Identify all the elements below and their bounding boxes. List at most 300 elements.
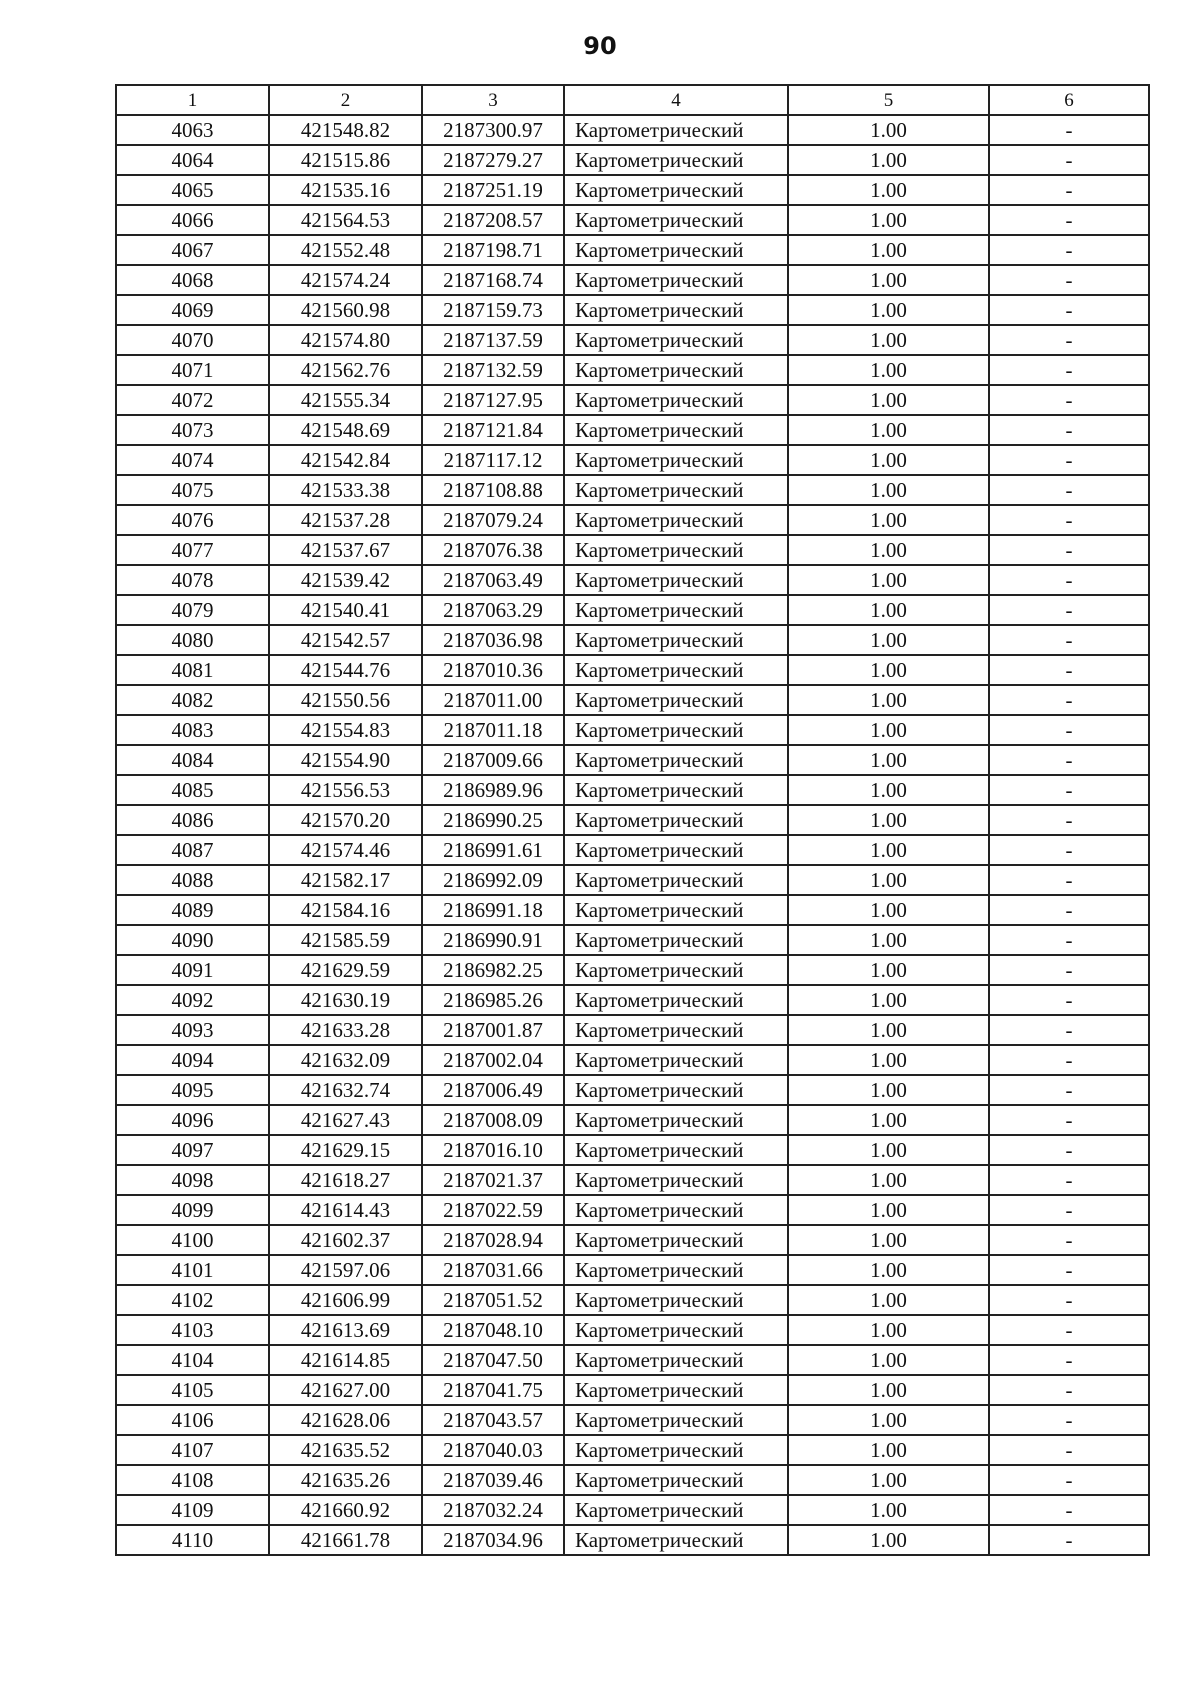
point-number-cell: 4091 [116, 955, 269, 985]
x-coordinate-cell: 421537.28 [269, 505, 422, 535]
description-cell: - [989, 895, 1149, 925]
description-cell: - [989, 535, 1149, 565]
x-coordinate-cell: 421554.83 [269, 715, 422, 745]
description-cell: - [989, 1015, 1149, 1045]
method-cell: Картометрический [564, 265, 788, 295]
method-cell: Картометрический [564, 1375, 788, 1405]
table-row [116, 865, 1149, 895]
table-row [116, 175, 1149, 205]
point-number-cell: 4095 [116, 1075, 269, 1105]
description-cell: - [989, 1285, 1149, 1315]
table-row [116, 895, 1149, 925]
description-cell: - [989, 235, 1149, 265]
method-cell: Картометрический [564, 1285, 788, 1315]
x-coordinate-cell: 421574.24 [269, 265, 422, 295]
point-number-cell: 4107 [116, 1435, 269, 1465]
table-row [116, 1255, 1149, 1285]
y-coordinate-cell: 2187039.46 [422, 1465, 564, 1495]
x-coordinate-cell: 421537.67 [269, 535, 422, 565]
x-coordinate-cell: 421542.84 [269, 445, 422, 475]
point-number-cell: 4101 [116, 1255, 269, 1285]
point-number-cell: 4074 [116, 445, 269, 475]
method-cell: Картометрический [564, 475, 788, 505]
x-coordinate-cell: 421574.80 [269, 325, 422, 355]
method-cell: Картометрический [564, 895, 788, 925]
method-cell: Картометрический [564, 1165, 788, 1195]
accuracy-cell: 1.00 [788, 295, 989, 325]
accuracy-cell: 1.00 [788, 1465, 989, 1495]
y-coordinate-cell: 2187076.38 [422, 535, 564, 565]
y-coordinate-cell: 2186989.96 [422, 775, 564, 805]
table-row [116, 955, 1149, 985]
accuracy-cell: 1.00 [788, 1435, 989, 1465]
x-coordinate-cell: 421618.27 [269, 1165, 422, 1195]
table-body [116, 115, 1149, 1555]
method-cell: Картометрический [564, 1525, 788, 1555]
accuracy-cell: 1.00 [788, 385, 989, 415]
description-cell: - [989, 145, 1149, 175]
x-coordinate-cell: 421533.38 [269, 475, 422, 505]
description-cell: - [989, 265, 1149, 295]
accuracy-cell: 1.00 [788, 475, 989, 505]
point-number-cell: 4104 [116, 1345, 269, 1375]
method-cell: Картометрический [564, 955, 788, 985]
method-cell: Картометрический [564, 1465, 788, 1495]
x-coordinate-cell: 421564.53 [269, 205, 422, 235]
point-number-cell: 4087 [116, 835, 269, 865]
method-cell: Картометрический [564, 805, 788, 835]
description-cell: - [989, 1045, 1149, 1075]
table-row [116, 1465, 1149, 1495]
y-coordinate-cell: 2187063.49 [422, 565, 564, 595]
description-cell: - [989, 505, 1149, 535]
x-coordinate-cell: 421582.17 [269, 865, 422, 895]
point-number-cell: 4082 [116, 685, 269, 715]
table-row [116, 325, 1149, 355]
method-cell: Картометрический [564, 1345, 788, 1375]
x-coordinate-cell: 421544.76 [269, 655, 422, 685]
method-cell: Картометрический [564, 235, 788, 265]
x-coordinate-cell: 421606.99 [269, 1285, 422, 1315]
table-row [116, 115, 1149, 145]
table-row [116, 1345, 1149, 1375]
table-row [116, 1285, 1149, 1315]
y-coordinate-cell: 2187208.57 [422, 205, 564, 235]
y-coordinate-cell: 2187159.73 [422, 295, 564, 325]
description-cell: - [989, 565, 1149, 595]
description-cell: - [989, 445, 1149, 475]
accuracy-cell: 1.00 [788, 235, 989, 265]
x-coordinate-cell: 421630.19 [269, 985, 422, 1015]
description-cell: - [989, 175, 1149, 205]
point-number-cell: 4065 [116, 175, 269, 205]
point-number-cell: 4110 [116, 1525, 269, 1555]
table-row [116, 805, 1149, 835]
accuracy-cell: 1.00 [788, 955, 989, 985]
description-cell: - [989, 1405, 1149, 1435]
x-coordinate-cell: 421632.09 [269, 1045, 422, 1075]
accuracy-cell: 1.00 [788, 1525, 989, 1555]
table-row [116, 475, 1149, 505]
x-coordinate-cell: 421556.53 [269, 775, 422, 805]
x-coordinate-cell: 421539.42 [269, 565, 422, 595]
description-cell: - [989, 1345, 1149, 1375]
table-row [116, 1075, 1149, 1105]
y-coordinate-cell: 2187121.84 [422, 415, 564, 445]
table-row [116, 1165, 1149, 1195]
y-coordinate-cell: 2187021.37 [422, 1165, 564, 1195]
y-coordinate-cell: 2186991.18 [422, 895, 564, 925]
description-cell: - [989, 1525, 1149, 1555]
y-coordinate-cell: 2187041.75 [422, 1375, 564, 1405]
accuracy-cell: 1.00 [788, 1255, 989, 1285]
table-row [116, 1135, 1149, 1165]
header-col-1: 1 [116, 85, 269, 115]
description-cell: - [989, 1255, 1149, 1285]
point-number-cell: 4066 [116, 205, 269, 235]
y-coordinate-cell: 2187040.03 [422, 1435, 564, 1465]
x-coordinate-cell: 421584.16 [269, 895, 422, 925]
point-number-cell: 4076 [116, 505, 269, 535]
y-coordinate-cell: 2187011.00 [422, 685, 564, 715]
accuracy-cell: 1.00 [788, 595, 989, 625]
header-col-5: 5 [788, 85, 989, 115]
y-coordinate-cell: 2186985.26 [422, 985, 564, 1015]
y-coordinate-cell: 2187137.59 [422, 325, 564, 355]
point-number-cell: 4088 [116, 865, 269, 895]
table-row [116, 415, 1149, 445]
table-header [116, 85, 1149, 115]
y-coordinate-cell: 2186990.91 [422, 925, 564, 955]
description-cell: - [989, 805, 1149, 835]
y-coordinate-cell: 2187028.94 [422, 1225, 564, 1255]
method-cell: Картометрический [564, 985, 788, 1015]
description-cell: - [989, 1075, 1149, 1105]
description-cell: - [989, 1195, 1149, 1225]
table-row [116, 235, 1149, 265]
accuracy-cell: 1.00 [788, 625, 989, 655]
x-coordinate-cell: 421602.37 [269, 1225, 422, 1255]
description-cell: - [989, 1495, 1149, 1525]
x-coordinate-cell: 421635.52 [269, 1435, 422, 1465]
table-row [116, 1525, 1149, 1555]
description-cell: - [989, 685, 1149, 715]
accuracy-cell: 1.00 [788, 415, 989, 445]
x-coordinate-cell: 421548.69 [269, 415, 422, 445]
point-number-cell: 4069 [116, 295, 269, 325]
y-coordinate-cell: 2187198.71 [422, 235, 564, 265]
method-cell: Картометрический [564, 145, 788, 175]
table-row [116, 535, 1149, 565]
method-cell: Картометрический [564, 1405, 788, 1435]
accuracy-cell: 1.00 [788, 445, 989, 475]
y-coordinate-cell: 2186991.61 [422, 835, 564, 865]
x-coordinate-cell: 421574.46 [269, 835, 422, 865]
description-cell: - [989, 415, 1149, 445]
method-cell: Картометрический [564, 925, 788, 955]
description-cell: - [989, 385, 1149, 415]
x-coordinate-cell: 421515.86 [269, 145, 422, 175]
y-coordinate-cell: 2187127.95 [422, 385, 564, 415]
method-cell: Картометрический [564, 1075, 788, 1105]
header-col-2: 2 [269, 85, 422, 115]
description-cell: - [989, 865, 1149, 895]
accuracy-cell: 1.00 [788, 685, 989, 715]
x-coordinate-cell: 421552.48 [269, 235, 422, 265]
x-coordinate-cell: 421560.98 [269, 295, 422, 325]
table-row [116, 1315, 1149, 1345]
description-cell: - [989, 745, 1149, 775]
table-row [116, 625, 1149, 655]
y-coordinate-cell: 2187022.59 [422, 1195, 564, 1225]
point-number-cell: 4109 [116, 1495, 269, 1525]
x-coordinate-cell: 421628.06 [269, 1405, 422, 1435]
description-cell: - [989, 115, 1149, 145]
x-coordinate-cell: 421629.15 [269, 1135, 422, 1165]
accuracy-cell: 1.00 [788, 145, 989, 175]
description-cell: - [989, 1105, 1149, 1135]
y-coordinate-cell: 2187168.74 [422, 265, 564, 295]
point-number-cell: 4068 [116, 265, 269, 295]
header-col-3: 3 [422, 85, 564, 115]
accuracy-cell: 1.00 [788, 355, 989, 385]
accuracy-cell: 1.00 [788, 745, 989, 775]
accuracy-cell: 1.00 [788, 655, 989, 685]
point-number-cell: 4075 [116, 475, 269, 505]
accuracy-cell: 1.00 [788, 115, 989, 145]
point-number-cell: 4097 [116, 1135, 269, 1165]
x-coordinate-cell: 421633.28 [269, 1015, 422, 1045]
accuracy-cell: 1.00 [788, 565, 989, 595]
x-coordinate-cell: 421629.59 [269, 955, 422, 985]
x-coordinate-cell: 421660.92 [269, 1495, 422, 1525]
point-number-cell: 4078 [116, 565, 269, 595]
method-cell: Картометрический [564, 385, 788, 415]
method-cell: Картометрический [564, 205, 788, 235]
accuracy-cell: 1.00 [788, 1135, 989, 1165]
accuracy-cell: 1.00 [788, 535, 989, 565]
method-cell: Картометрический [564, 1225, 788, 1255]
y-coordinate-cell: 2187117.12 [422, 445, 564, 475]
method-cell: Картометрический [564, 1315, 788, 1345]
table-row [116, 1045, 1149, 1075]
description-cell: - [989, 325, 1149, 355]
point-number-cell: 4086 [116, 805, 269, 835]
y-coordinate-cell: 2187051.52 [422, 1285, 564, 1315]
accuracy-cell: 1.00 [788, 1045, 989, 1075]
accuracy-cell: 1.00 [788, 895, 989, 925]
description-cell: - [989, 1135, 1149, 1165]
table-row [116, 655, 1149, 685]
method-cell: Картометрический [564, 325, 788, 355]
y-coordinate-cell: 2187008.09 [422, 1105, 564, 1135]
point-number-cell: 4073 [116, 415, 269, 445]
method-cell: Картометрический [564, 865, 788, 895]
table-row [116, 985, 1149, 1015]
table-row [116, 685, 1149, 715]
y-coordinate-cell: 2186992.09 [422, 865, 564, 895]
description-cell: - [989, 1465, 1149, 1495]
x-coordinate-cell: 421562.76 [269, 355, 422, 385]
y-coordinate-cell: 2187009.66 [422, 745, 564, 775]
x-coordinate-cell: 421614.85 [269, 1345, 422, 1375]
table-row [116, 1375, 1149, 1405]
accuracy-cell: 1.00 [788, 835, 989, 865]
point-number-cell: 4105 [116, 1375, 269, 1405]
description-cell: - [989, 625, 1149, 655]
point-number-cell: 4099 [116, 1195, 269, 1225]
accuracy-cell: 1.00 [788, 1165, 989, 1195]
method-cell: Картометрический [564, 175, 788, 205]
method-cell: Картометрический [564, 1105, 788, 1135]
table-row [116, 715, 1149, 745]
point-number-cell: 4070 [116, 325, 269, 355]
x-coordinate-cell: 421661.78 [269, 1525, 422, 1555]
point-number-cell: 4089 [116, 895, 269, 925]
description-cell: - [989, 1375, 1149, 1405]
x-coordinate-cell: 421614.43 [269, 1195, 422, 1225]
table-row [116, 445, 1149, 475]
method-cell: Картометрический [564, 415, 788, 445]
accuracy-cell: 1.00 [788, 1015, 989, 1045]
accuracy-cell: 1.00 [788, 175, 989, 205]
accuracy-cell: 1.00 [788, 775, 989, 805]
point-number-cell: 4081 [116, 655, 269, 685]
x-coordinate-cell: 421535.16 [269, 175, 422, 205]
header-col-6: 6 [989, 85, 1149, 115]
description-cell: - [989, 955, 1149, 985]
method-cell: Картометрический [564, 445, 788, 475]
accuracy-cell: 1.00 [788, 1105, 989, 1135]
y-coordinate-cell: 2187002.04 [422, 1045, 564, 1075]
point-number-cell: 4067 [116, 235, 269, 265]
point-number-cell: 4100 [116, 1225, 269, 1255]
point-number-cell: 4080 [116, 625, 269, 655]
x-coordinate-cell: 421548.82 [269, 115, 422, 145]
point-number-cell: 4063 [116, 115, 269, 145]
table-row [116, 1225, 1149, 1255]
description-cell: - [989, 835, 1149, 865]
table-row [116, 1105, 1149, 1135]
y-coordinate-cell: 2187036.98 [422, 625, 564, 655]
x-coordinate-cell: 421597.06 [269, 1255, 422, 1285]
description-cell: - [989, 475, 1149, 505]
accuracy-cell: 1.00 [788, 1075, 989, 1105]
table-row [116, 835, 1149, 865]
method-cell: Картометрический [564, 1435, 788, 1465]
accuracy-cell: 1.00 [788, 1315, 989, 1345]
accuracy-cell: 1.00 [788, 805, 989, 835]
y-coordinate-cell: 2187251.19 [422, 175, 564, 205]
point-number-cell: 4098 [116, 1165, 269, 1195]
method-cell: Картометрический [564, 115, 788, 145]
accuracy-cell: 1.00 [788, 865, 989, 895]
method-cell: Картометрический [564, 1135, 788, 1165]
y-coordinate-cell: 2187031.66 [422, 1255, 564, 1285]
description-cell: - [989, 295, 1149, 325]
method-cell: Картометрический [564, 775, 788, 805]
table-row [116, 385, 1149, 415]
y-coordinate-cell: 2186982.25 [422, 955, 564, 985]
y-coordinate-cell: 2187279.27 [422, 145, 564, 175]
y-coordinate-cell: 2187011.18 [422, 715, 564, 745]
x-coordinate-cell: 421570.20 [269, 805, 422, 835]
x-coordinate-cell: 421632.74 [269, 1075, 422, 1105]
point-number-cell: 4106 [116, 1405, 269, 1435]
accuracy-cell: 1.00 [788, 925, 989, 955]
x-coordinate-cell: 421627.00 [269, 1375, 422, 1405]
accuracy-cell: 1.00 [788, 1195, 989, 1225]
point-number-cell: 4108 [116, 1465, 269, 1495]
table-row [116, 145, 1149, 175]
method-cell: Картометрический [564, 1495, 788, 1525]
accuracy-cell: 1.00 [788, 205, 989, 235]
table-row [116, 565, 1149, 595]
description-cell: - [989, 1225, 1149, 1255]
coordinates-table [115, 84, 1150, 1556]
y-coordinate-cell: 2187300.97 [422, 115, 564, 145]
point-number-cell: 4102 [116, 1285, 269, 1315]
table-row [116, 1405, 1149, 1435]
point-number-cell: 4071 [116, 355, 269, 385]
accuracy-cell: 1.00 [788, 1225, 989, 1255]
accuracy-cell: 1.00 [788, 715, 989, 745]
description-cell: - [989, 1435, 1149, 1465]
description-cell: - [989, 1165, 1149, 1195]
point-number-cell: 4083 [116, 715, 269, 745]
point-number-cell: 4093 [116, 1015, 269, 1045]
point-number-cell: 4094 [116, 1045, 269, 1075]
page-number: 90 [583, 32, 617, 60]
table-row [116, 775, 1149, 805]
description-cell: - [989, 775, 1149, 805]
table-row [116, 265, 1149, 295]
method-cell: Картометрический [564, 1255, 788, 1285]
table-row [116, 1195, 1149, 1225]
table-row [116, 595, 1149, 625]
point-number-cell: 4077 [116, 535, 269, 565]
accuracy-cell: 1.00 [788, 1495, 989, 1525]
point-number-cell: 4103 [116, 1315, 269, 1345]
x-coordinate-cell: 421585.59 [269, 925, 422, 955]
description-cell: - [989, 1315, 1149, 1345]
y-coordinate-cell: 2187016.10 [422, 1135, 564, 1165]
accuracy-cell: 1.00 [788, 265, 989, 295]
point-number-cell: 4085 [116, 775, 269, 805]
table-row [116, 295, 1149, 325]
table-row [116, 745, 1149, 775]
description-cell: - [989, 715, 1149, 745]
header-row [116, 85, 1149, 115]
x-coordinate-cell: 421540.41 [269, 595, 422, 625]
accuracy-cell: 1.00 [788, 505, 989, 535]
method-cell: Картометрический [564, 835, 788, 865]
y-coordinate-cell: 2186990.25 [422, 805, 564, 835]
y-coordinate-cell: 2187079.24 [422, 505, 564, 535]
point-number-cell: 4079 [116, 595, 269, 625]
method-cell: Картометрический [564, 745, 788, 775]
accuracy-cell: 1.00 [788, 985, 989, 1015]
y-coordinate-cell: 2187063.29 [422, 595, 564, 625]
accuracy-cell: 1.00 [788, 1405, 989, 1435]
description-cell: - [989, 595, 1149, 625]
header-col-4: 4 [564, 85, 788, 115]
accuracy-cell: 1.00 [788, 1285, 989, 1315]
description-cell: - [989, 985, 1149, 1015]
method-cell: Картометрический [564, 715, 788, 745]
method-cell: Картометрический [564, 1015, 788, 1045]
y-coordinate-cell: 2187034.96 [422, 1525, 564, 1555]
